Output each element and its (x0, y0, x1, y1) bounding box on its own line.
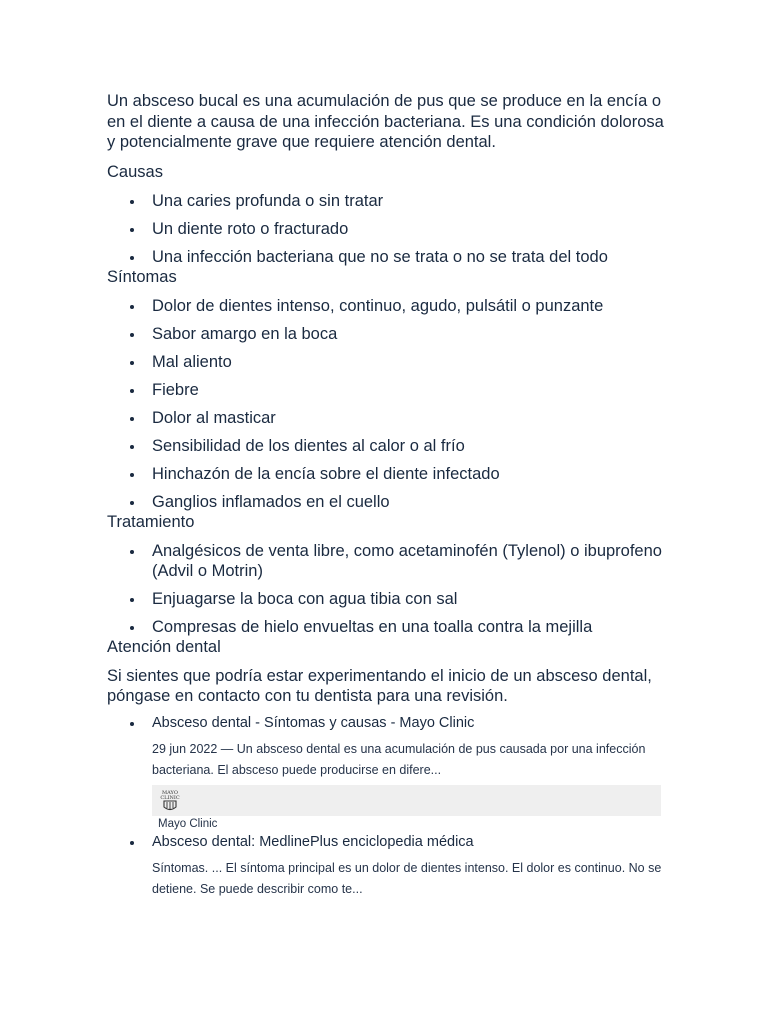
list-item: Una infección bacteriana que no se trata o no se trata del todo (152, 247, 667, 267)
list-item: Dolor al masticar (152, 408, 667, 428)
list-item: Una caries profunda o sin tratar (152, 191, 667, 211)
heading-atencion-dental: Atención dental (107, 637, 221, 656)
list-item: Fiebre (152, 380, 667, 400)
heading-sintomas: Síntomas (107, 267, 177, 286)
reference-snippet: Síntomas. ... El síntoma principal es un dolor de dientes intenso. El dolor es continuo. No se detiene. Se puede describir como te... (152, 860, 662, 896)
reference-link[interactable]: Absceso dental: MedlinePlus enciclopedia médica (152, 833, 474, 850)
source-card[interactable] (152, 785, 661, 816)
atencion-paragraph: Si sientes que podría estar experimentando el inicio de un absceso dental, póngase en contacto con tu dentista para una revisión. (107, 666, 652, 705)
intro-paragraph: Un absceso bucal es una acumulación de pus que se produce en la encía o en el diente a causa de una infección bacteriana. Es una condición dolorosa y potencialmente grave que requiere atención dental. (107, 92, 664, 151)
svg-text:CLINIC: CLINIC (160, 794, 180, 801)
sintomas-list (107, 296, 667, 512)
svg-text:MAYO: MAYO (162, 789, 178, 796)
list-item: Dolor de dientes intenso, continuo, agudo, pulsátil o punzante (152, 296, 667, 316)
heading-causas: Causas (107, 162, 163, 181)
list-item: Compresas de hielo envueltas en una toalla contra la mejilla (152, 617, 667, 637)
reference-item (152, 833, 667, 900)
list-item: Un diente roto o fracturado (152, 219, 667, 239)
reference-item (152, 714, 667, 831)
mayo-clinic-logo (157, 788, 183, 813)
list-item: Hinchazón de la encía sobre el diente infectado (152, 464, 667, 484)
causas-list (107, 191, 667, 267)
list-item: Enjuagarse la boca con agua tibia con sal (152, 589, 667, 609)
reference-snippet: 29 jun 2022 — Un absceso dental es una acumulación de pus causada por una infección bacteriana. El absceso puede producirse en difere... (152, 741, 646, 777)
reference-link[interactable]: Absceso dental - Síntomas y causas - Mayo Clinic (152, 714, 475, 731)
list-item: Sensibilidad de los dientes al calor o al frío (152, 436, 667, 456)
tratamiento-list (107, 541, 667, 637)
heading-tratamiento: Tratamiento (107, 512, 195, 531)
document-body (107, 91, 667, 900)
reference-list (107, 714, 667, 900)
list-item: Mal aliento (152, 352, 667, 372)
list-item: Analgésicos de venta libre, como acetaminofén (Tylenol) o ibuprofeno (Advil o Motrin) (152, 541, 667, 581)
source-name: Mayo Clinic (158, 817, 218, 830)
list-item: Ganglios inflamados en el cuello (152, 492, 667, 512)
list-item: Sabor amargo en la boca (152, 324, 667, 344)
